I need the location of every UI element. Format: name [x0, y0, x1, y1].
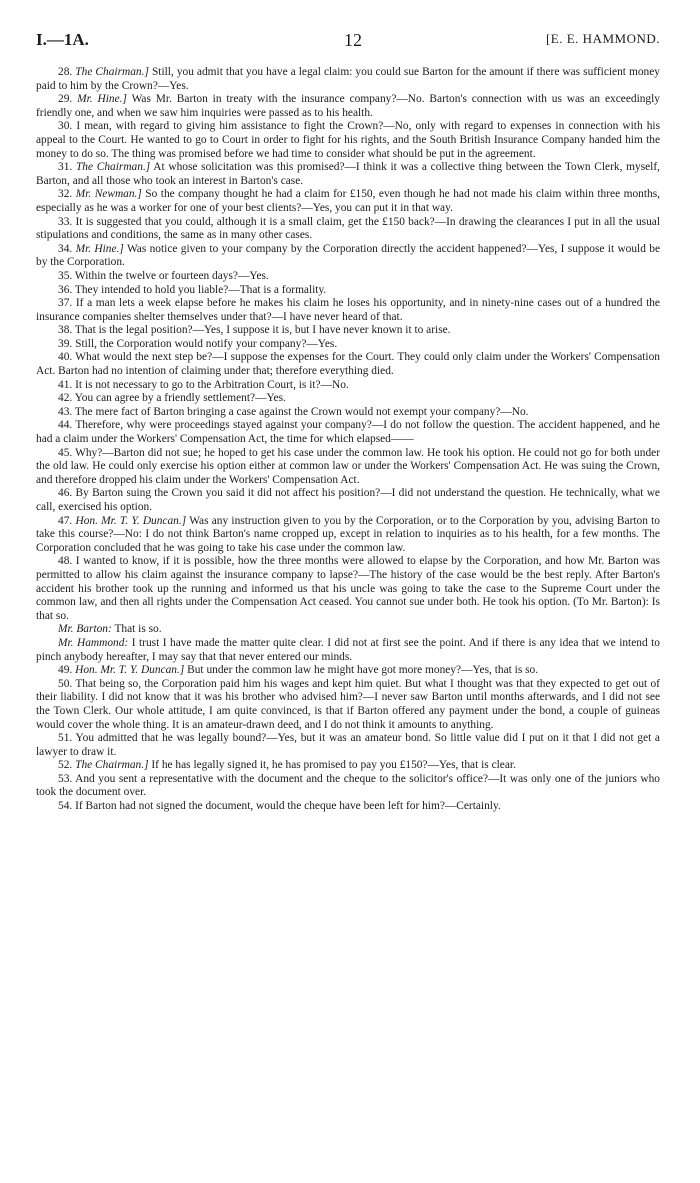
- question-number: 36.: [58, 283, 73, 296]
- question-number: 42.: [58, 392, 73, 405]
- speaker-name: The Chairman.]: [75, 161, 151, 174]
- paragraph-text: If a man lets a week elapse before he makes his claim he loses his opportunity, and in ninety-nine cases out of a hundred the insurance companies shelter themselves under that?—I have never heard of that.: [36, 297, 660, 323]
- question-number: 33.: [58, 215, 73, 228]
- paragraph-text: At whose solicitation was this promised?—I think it was a collective thing between the Town Clerk, myself, Barton, and all those who took an interest in Barton's case.: [36, 161, 660, 187]
- transcript-paragraph: [36, 664, 660, 678]
- question-number: 39.: [58, 337, 73, 350]
- question-number: 40.: [58, 351, 73, 364]
- transcript-paragraph: [36, 120, 660, 161]
- paragraph-text: I trust I have made the matter quite clear. I did not at first see the point. And if there is any idea that we intend to pinch anybody hereafter, I may say that that never entered our minds.: [36, 636, 661, 663]
- transcript-paragraph: [36, 392, 660, 406]
- paragraph-text: Still, the Corporation would notify your company?—Yes.: [75, 337, 338, 350]
- document-reference: I.—1A.: [36, 30, 89, 49]
- paragraph-text: Why?—Barton did not sue; he hoped to get his case under the common law. He took his option. He could not go for both under the old law. He could only exercise his option either at common law or under the Workers' Compensation Act. He was suing the Crown, and therefore dropped his claim under the Workers' Compensation Act.: [36, 446, 660, 486]
- paragraph-text: I wanted to know, if it is possible, how the three months were allowed to elapse by the Corporation, and how Mr. Barton was permitted to allow his claim against the insurance company to lapse?—The history of the case would be the best reply. After Barton's accident his brother took up the running and informed us that his uncle was going to take the case to the Supreme Court under the common law, and then all rights under the Compensation Act ceased. You cannot sue under both. He took his option. (To Mr. Barton): Is that so.: [36, 555, 660, 622]
- paragraph-text: Therefore, why were proceedings stayed against your company?—I do not follow the question. The accident happened, and he had a claim under the Workers' Compensation Act, the time for which elapsed——: [36, 419, 660, 446]
- transcript-paragraph: [36, 66, 660, 93]
- speaker-name: Mr. Newman.]: [75, 188, 142, 201]
- transcript-paragraph: [36, 93, 660, 120]
- question-number: 44.: [58, 419, 73, 432]
- paragraph-text: If he has legally signed it, he has promised to pay you £150?—Yes, that is clear.: [148, 759, 516, 772]
- transcript-paragraph: [36, 243, 660, 270]
- question-number: 46.: [58, 487, 73, 500]
- question-number: 49.: [58, 664, 73, 677]
- paragraph-text: Within the twelve or fourteen days?—Yes.: [74, 269, 269, 282]
- transcript-paragraph: [36, 637, 660, 664]
- question-number: 41.: [58, 378, 73, 391]
- transcript-paragraph: [36, 447, 660, 488]
- page-header: [36, 30, 660, 52]
- transcript-paragraph: [36, 732, 660, 759]
- transcript-paragraph: [36, 379, 660, 393]
- transcript-paragraph: [36, 759, 660, 773]
- paragraph-text: It is not necessary to go to the Arbitration Court, is it?—No.: [75, 378, 349, 391]
- transcript-paragraph: [36, 188, 660, 215]
- question-number: 29.: [58, 93, 73, 106]
- question-number: 45.: [58, 446, 73, 459]
- paragraph-text: And you sent a representative with the document and the cheque to the solicitor's office?—It was only one of the juniors who took the document over.: [36, 772, 661, 799]
- paragraph-text: That being so, the Corporation paid him his wages and kept him quiet. But what I thought was that they expected to get out of their liability. I did not know that it was his brother who advised him?—I never saw Barton until months afterwards, and I did not see the Town Clerk. Our whole attitude, I am quite convinced, is that if Barton offered any payment under the bond, a couple of guineas would cover the whole thing. It is an amateur-drawn deed, and I do not think it amounts to anything.: [36, 677, 660, 731]
- question-number: 50.: [58, 677, 73, 690]
- transcript-paragraph: [36, 351, 660, 378]
- transcript-paragraph: [36, 419, 660, 446]
- speaker-name: Mr. Hine.]: [77, 93, 127, 106]
- question-number: 52.: [58, 759, 73, 772]
- paragraph-text: Was notice given to your company by the Corporation directly the accident happened?—Yes, I suppose it would be by the Corporation.: [36, 242, 660, 269]
- question-number: 47.: [58, 514, 73, 527]
- transcript-paragraph: [36, 270, 660, 284]
- paragraph-text: That is the legal position?—Yes, I suppose it is, but I have never known it to arise.: [74, 324, 451, 337]
- witness-name: [E. E. HAMMOND.: [545, 31, 660, 46]
- question-number: 38.: [58, 324, 73, 337]
- transcript-paragraph: [36, 216, 660, 243]
- transcript-paragraph: [36, 338, 660, 352]
- transcript-paragraph: [36, 555, 660, 623]
- speaker-name: Mr. Hammond:: [58, 636, 129, 649]
- question-number: 31.: [58, 161, 73, 174]
- question-number: 54.: [58, 800, 73, 813]
- transcript-body: [36, 66, 660, 814]
- speaker-name: Hon. Mr. T. Y. Duncan.]: [75, 664, 185, 677]
- paragraph-text: What would the next step be?—I suppose the expenses for the Court. They could only claim under the Workers' Compensation Act. Barton had no intention of claiming under that; therefore everything died.: [36, 351, 660, 378]
- paragraph-text: That is so.: [111, 623, 162, 636]
- paragraph-text: By Barton suing the Crown you said it did not affect his position?—I did not understand the question. He technically, what we call, exercised his option.: [36, 487, 660, 513]
- paragraph-text: So the company thought he had a claim for £150, even though he had not made his claim within three months, especially as he was a worker for one of your best clients?—Yes, you can put it in that way.: [36, 188, 660, 214]
- question-number: 32.: [58, 188, 73, 201]
- speaker-name: The Chairman.]: [75, 66, 149, 78]
- paragraph-text: It is suggested that you could, although it is a small claim, get the £150 back?—In drawing the clearances I put in all the usual stipulations and conditions, the same as in many other cases.: [36, 215, 660, 242]
- transcript-paragraph: [36, 678, 660, 732]
- transcript-paragraph: [36, 623, 660, 637]
- page-number: 12: [344, 30, 362, 50]
- paragraph-text: I mean, with regard to giving him assistance to fight the Crown?—No, only with regard to expenses in connection with his appeal to the Court. He wanted to go to Court in order to fight for his rights, and the South British Insurance Company handed him the money to do so. The thing was promised before we had time to consider what should be put in the agreement.: [36, 120, 660, 160]
- paragraph-text: Was any instruction given to you by the Corporation, or to the Corporation by you, advising Barton to take this course?—No: I do not think Barton's name cropped up, except in relation to inquiries as to his health, for a few months. The Corporation concluded that he was going to take his case under the common law.: [36, 514, 661, 554]
- question-number: 37.: [58, 297, 73, 310]
- question-number: 34.: [58, 242, 73, 255]
- transcript-paragraph: [36, 324, 660, 338]
- paragraph-text: Was Mr. Barton in treaty with the insurance company?—No. Barton's connection with us was an exceedingly friendly one, and when we saw him inquiries were passed as to his health.: [36, 93, 660, 119]
- question-number: 48.: [58, 555, 73, 568]
- speaker-name: Mr. Hine.]: [75, 242, 124, 255]
- paragraph-text: Still, you admit that you have a legal claim: you could sue Barton for the amount if there was sufficient money paid to him by the Crown?—Yes.: [36, 66, 660, 92]
- question-number: 30.: [58, 120, 73, 133]
- paragraph-text: They intended to hold you liable?—That is a formality.: [74, 283, 327, 296]
- transcript-paragraph: [36, 284, 660, 298]
- question-number: 35.: [58, 269, 73, 282]
- speaker-name: The Chairman.]: [75, 759, 149, 772]
- question-number: 28.: [58, 66, 73, 78]
- speaker-name: Hon. Mr. T. Y. Duncan.]: [75, 514, 187, 527]
- paragraph-text: But under the common law he might have got more money?—Yes, that is so.: [184, 664, 539, 677]
- transcript-paragraph: [36, 800, 660, 814]
- paragraph-text: You admitted that he was legally bound?—Yes, but it was an amateur bond. So little value did I put on it that I did not get a lawyer to draw it.: [36, 732, 660, 758]
- transcript-paragraph: [36, 161, 660, 188]
- question-number: 53.: [58, 772, 73, 785]
- question-number: 51.: [58, 732, 73, 745]
- speaker-name: Mr. Barton:: [58, 623, 112, 636]
- transcript-paragraph: [36, 515, 660, 556]
- paragraph-text: The mere fact of Barton bringing a case against the Crown would not exempt your company?—No.: [74, 405, 529, 418]
- transcript-paragraph: [36, 773, 660, 800]
- transcript-paragraph: [36, 487, 660, 514]
- question-number: 43.: [58, 405, 73, 418]
- paragraph-text: If Barton had not signed the document, would the cheque have been left for him?—Certainly.: [75, 800, 501, 813]
- transcript-paragraph: [36, 406, 660, 420]
- transcript-paragraph: [36, 297, 660, 324]
- paragraph-text: You can agree by a friendly settlement?—Yes.: [74, 392, 286, 405]
